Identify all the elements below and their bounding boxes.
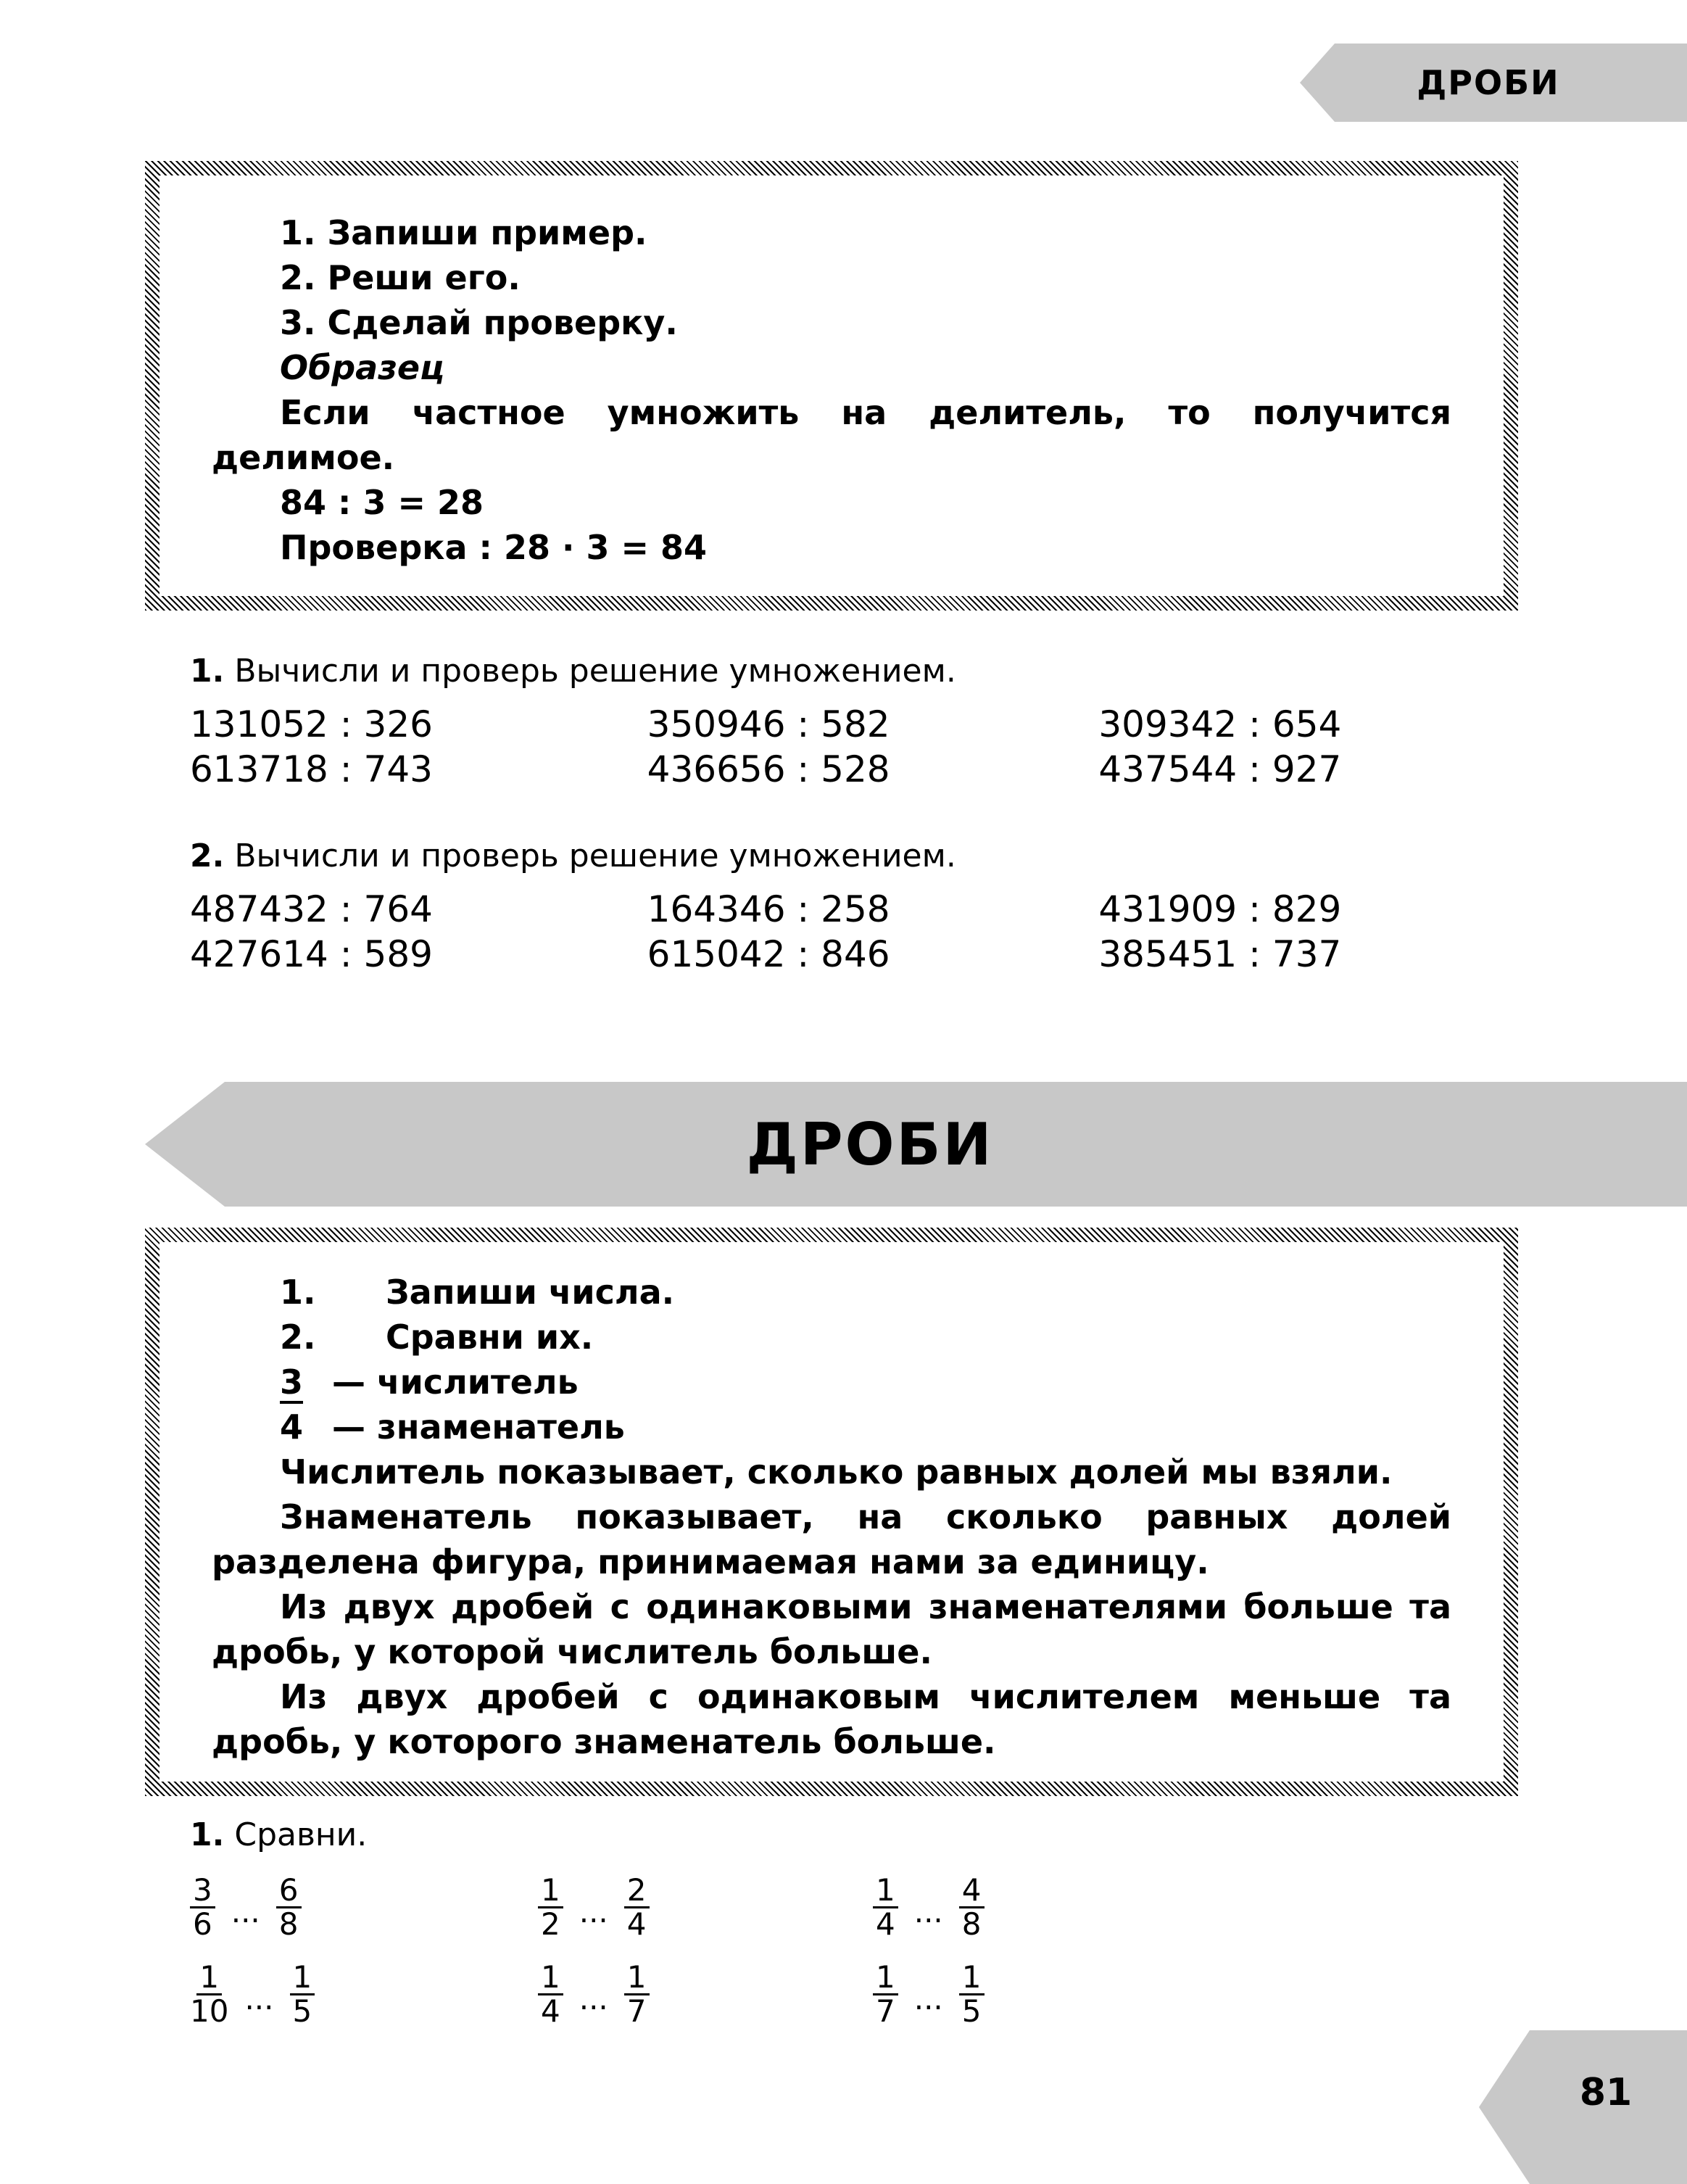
numerator: 1	[538, 1874, 563, 1908]
fraction	[873, 1961, 898, 2027]
sample-label: Образец	[280, 348, 445, 387]
task: 131052 : 326	[190, 703, 433, 745]
numerator: 1	[873, 1874, 898, 1908]
denominator: 2	[541, 1906, 560, 1942]
rule-step-3: 3. Сделай проверку.	[280, 303, 678, 342]
task: 615042 : 846	[647, 933, 890, 975]
numerator-definition	[212, 1360, 1451, 1405]
task: 350946 : 582	[647, 703, 890, 745]
exercise-2-row	[190, 888, 1386, 930]
exercise-1-text: Вычисли и проверь решение умножением.	[234, 653, 956, 690]
fraction	[538, 1874, 563, 1940]
exercise-1-row	[190, 703, 1386, 745]
denominator: 4	[876, 1906, 895, 1942]
comparison-blank: ...	[579, 1981, 608, 2017]
exercise-1-row	[190, 748, 1386, 790]
fraction	[959, 1874, 985, 1940]
comparison-blank: ...	[913, 1894, 943, 1929]
denominator: 6	[193, 1906, 212, 1942]
numerator: 1	[538, 1961, 563, 1995]
numerator-label: — числитель	[332, 1362, 579, 1402]
comparison-blank: ...	[231, 1894, 260, 1929]
task: 431909 : 829	[1098, 888, 1342, 930]
exercise-3-title	[190, 1816, 367, 1853]
fraction-comparison	[873, 1961, 985, 2027]
fraction-comparison	[538, 1874, 873, 1940]
comparison-blank: ...	[579, 1894, 608, 1929]
denominator: 4	[626, 1906, 647, 1942]
denominator: 7	[626, 1993, 647, 2029]
fraction	[190, 1874, 215, 1940]
fraction	[290, 1961, 315, 2027]
rule-text: Если частное умножить на делитель, то получится делимое.	[212, 393, 1451, 477]
fraction	[190, 1961, 228, 2027]
fraction	[538, 1961, 563, 2027]
fraction	[873, 1874, 898, 1940]
fraction-row	[190, 1874, 1277, 1940]
task: 164346 : 258	[647, 888, 890, 930]
exercise-3-number: 1.	[190, 1816, 225, 1853]
page-number: 81	[1579, 2071, 1633, 2114]
fraction-comparison	[873, 1874, 985, 1940]
fraction-comparison	[538, 1961, 873, 2027]
rule-step-2: 2. Реши его.	[280, 258, 521, 297]
comparison-blank: ...	[913, 1981, 943, 2017]
task: 436656 : 528	[647, 748, 890, 790]
task: 309342 : 654	[1098, 703, 1342, 745]
denominator-label: — знаменатель	[332, 1407, 625, 1447]
rule-step-2	[212, 1315, 1451, 1360]
example-equation: 84 : 3 = 28	[280, 483, 484, 522]
denominator-digit: 4	[280, 1407, 304, 1447]
denominator: 4	[541, 1993, 560, 2029]
denominator: 8	[278, 1906, 299, 1942]
denominator: 10	[190, 1993, 229, 2029]
task: 427614 : 589	[190, 933, 433, 975]
section-title: ДРОБИ	[746, 1110, 994, 1178]
numerator: 2	[624, 1874, 650, 1908]
exercise-2-row	[190, 933, 1386, 975]
numerator: 4	[959, 1874, 985, 1908]
rule-paragraph: Из двух дробей с одинаковым числителем меньше та дробь, у которого знаменатель больше.	[212, 1677, 1451, 1761]
exercise-2-title	[190, 837, 956, 874]
step-text: Сравни их.	[386, 1318, 594, 1357]
task: 385451 : 737	[1098, 933, 1342, 975]
fraction	[624, 1874, 650, 1940]
check-equation: Проверка : 28 · 3 = 84	[280, 528, 708, 567]
rule-step-1: 1. Запиши пример.	[280, 213, 647, 252]
numerator: 6	[276, 1874, 302, 1908]
rule-box-fractions	[145, 1228, 1518, 1796]
task: 487432 : 764	[190, 888, 433, 930]
step-number: 1.	[280, 1273, 316, 1312]
numerator: 1	[196, 1961, 222, 1995]
exercise-1-number: 1.	[190, 653, 225, 690]
step-number: 2.	[280, 1318, 316, 1357]
fraction-comparison	[190, 1874, 538, 1940]
fraction-row	[190, 1961, 1277, 2027]
task: 437544 : 927	[1098, 748, 1342, 790]
rule-step-1	[212, 1270, 1451, 1315]
fraction	[624, 1961, 650, 2027]
numerator: 1	[959, 1961, 985, 1995]
exercise-3-text: Сравни.	[234, 1816, 368, 1853]
denominator-definition	[212, 1405, 1451, 1449]
task: 613718 : 743	[190, 748, 433, 790]
rule-paragraph: Числитель показывает, сколько равных долей мы взяли.	[280, 1452, 1393, 1492]
denominator: 5	[292, 1993, 312, 2029]
numerator-digit: 3	[280, 1362, 304, 1402]
numerator: 1	[624, 1961, 650, 1995]
exercise-2-text: Вычисли и проверь решение умножением.	[234, 837, 956, 874]
numerator: 1	[290, 1961, 315, 1995]
step-text: Запиши числа.	[386, 1273, 675, 1312]
exercise-2-number: 2.	[190, 837, 225, 874]
exercise-1-title	[190, 653, 956, 690]
comparison-blank: ...	[244, 1981, 274, 2017]
rule-paragraph: Из двух дробей с одинаковыми знаменателями больше та дробь, у которой числитель больше.	[212, 1587, 1451, 1671]
rule-paragraph: Знаменатель показывает, на сколько равных долей разделена фигура, принимаемая нами за единицу.	[212, 1497, 1451, 1581]
rule-box-division-check	[145, 161, 1518, 611]
fraction	[276, 1874, 302, 1940]
numerator: 1	[873, 1961, 898, 1995]
denominator: 5	[961, 1993, 982, 2029]
denominator: 7	[876, 1993, 895, 2029]
fraction-comparison	[190, 1961, 538, 2027]
header-tab-title: ДРОБИ	[1417, 63, 1560, 102]
fraction	[959, 1961, 985, 2027]
numerator: 3	[190, 1874, 215, 1908]
denominator: 8	[961, 1906, 982, 1942]
